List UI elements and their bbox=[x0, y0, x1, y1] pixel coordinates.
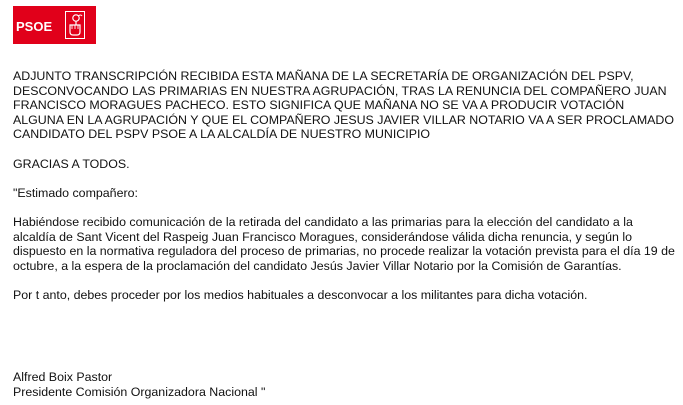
intro-paragraph: ADJUNTO TRANSCRIPCIÓN RECIBIDA ESTA MAÑANA DE LA SECRETARÍA DE ORGANIZACIÓN DEL PSPV, DESCONVOCANDO LAS PRIMARIAS EN NUESTRA AGRUPACIÓN, TRAS LA RENUNCIA DEL COMPAÑERO JUAN FRANCISCO MORAGUES PACHECO. ESTO SIGNIFICA QUE MAÑANA NO SE VA A PRODUCIR VOTACIÓN ALGUNA EN LA AGRUPACIÓN Y QUE EL COMPAÑERO JESUS JAVIER VILLAR NOTARIO VA A SER PROCLAMADO CANDIDATO DEL PSPV PSOE A LA ALCALDÍA DE NUESTRO MUNICIPIO bbox=[13, 69, 675, 142]
quoted-body-paragraph: Habiéndose recibido comunicación de la retirada del candidato a las primarias para la elección del candidato a la alcaldía de Sant Vicent del Raspeig Juan Francisco Moragues, considerándose válida dicha renuncia, y según lo dispuesto en la normativa reguladora del proceso de primarias, no procede realizar la votación prevista para el día 19 de octubre, a la espera de la proclamación del candidato Jesús Javier Villar Notario por la Comisión de Garantías. bbox=[13, 214, 675, 273]
signature-block bbox=[13, 370, 265, 399]
psoe-logo bbox=[13, 6, 96, 44]
salutation: "Estimado compañero: bbox=[13, 185, 138, 200]
logo-text: PSOE bbox=[16, 19, 53, 34]
signature-title: Presidente Comisión Organizadora Nacional " bbox=[13, 384, 266, 399]
rose-fist-emblem-icon bbox=[65, 11, 85, 39]
message-body bbox=[13, 69, 675, 303]
signature-name: Alfred Boix Pastor bbox=[13, 370, 113, 384]
thanks-paragraph: GRACIAS A TODOS. bbox=[13, 156, 130, 171]
instruction-paragraph: Por t anto, debes proceder por los medios habituales a desconvocar a los militantes para dicha votación. bbox=[13, 287, 588, 302]
